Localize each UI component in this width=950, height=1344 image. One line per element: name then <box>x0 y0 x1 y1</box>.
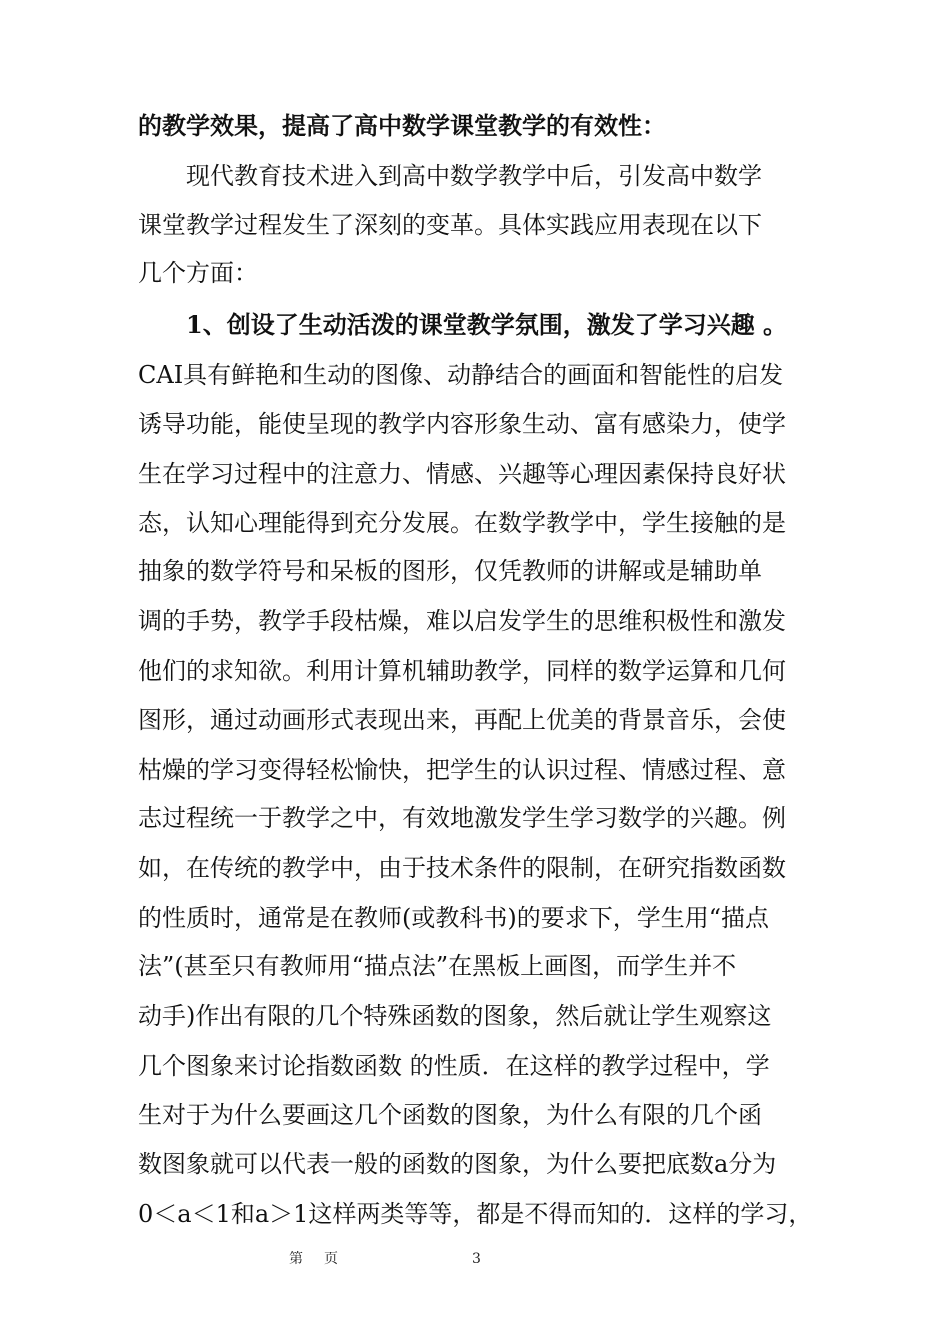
footer-page-suffix: 页 <box>324 1251 338 1267</box>
paragraph-line: 现代教育技术进入到高中数学教学中后，引发高中数学 <box>186 162 762 190</box>
paragraph-line: 如，在传统的教学中，由于技术条件的限制，在研究指数函数 <box>138 854 786 882</box>
paragraph-line: 几个图象来讨论指数函数 的性质．在这样的教学过程中，学 <box>138 1052 770 1080</box>
paragraph-line: 枯燥的学习变得轻松愉快，把学生的认识过程、情感过程、意 <box>138 756 786 784</box>
paragraph-line: 生对于为什么要画这几个函数的图象，为什么有限的几个函 <box>138 1101 762 1129</box>
paragraph-line: 法”(甚至只有教师用“描点法”在黑板上画图，而学生并不 <box>138 952 737 980</box>
paragraph-line: 调的手势，教学手段枯燥，难以启发学生的思维积极性和激发 <box>138 607 786 635</box>
footer-page-prefix: 第 <box>289 1251 303 1267</box>
paragraph-line: 课堂教学过程发生了深刻的变革。具体实践应用表现在以下 <box>138 211 762 239</box>
paragraph-line: 动手)作出有限的几个特殊函数的图象，然后就让学生观察这 <box>138 1002 772 1030</box>
section-heading: 1、创设了生动活泼的课堂教学氛围，激发了学习兴趣 。 <box>186 310 788 339</box>
paragraph-line: 0＜a＜1和a＞1这样两类等等，都是不得而知的．这样的学习， <box>138 1200 813 1228</box>
paragraph-line: 的性质时，通常是在教师(或教科书)的要求下，学生用“描点 <box>138 904 769 932</box>
paragraph-line: 几个方面： <box>138 259 258 287</box>
paragraph-line: 图形，通过动画形式表现出来，再配上优美的背景音乐，会使 <box>138 706 786 734</box>
paragraph-line: 志过程统一于教学之中，有效地激发学生学习数学的兴趣。例 <box>138 804 786 832</box>
paragraph-line-heading-continuation: 的教学效果，提高了高中数学课堂教学的有效性： <box>138 111 666 140</box>
paragraph-line: CAI具有鲜艳和生动的图像、动静结合的画面和智能性的启发 <box>138 361 784 389</box>
paragraph-line: 他们的求知欲。利用计算机辅助教学，同样的数学运算和几何 <box>138 657 786 685</box>
paragraph-line: 抽象的数学符号和呆板的图形，仅凭教师的讲解或是辅助单 <box>138 557 762 585</box>
paragraph-line: 生在学习过程中的注意力、情感、兴趣等心理因素保持良好状 <box>138 460 786 488</box>
paragraph-line: 数图象就可以代表一般的函数的图象，为什么要把底数a分为 <box>138 1150 777 1178</box>
paragraph-line: 态，认知心理能得到充分发展。在数学教学中，学生接触的是 <box>138 509 786 537</box>
paragraph-line: 诱导功能，能使呈现的教学内容形象生动、富有感染力，使学 <box>138 410 786 438</box>
footer-page-number: 3 <box>472 1251 481 1267</box>
